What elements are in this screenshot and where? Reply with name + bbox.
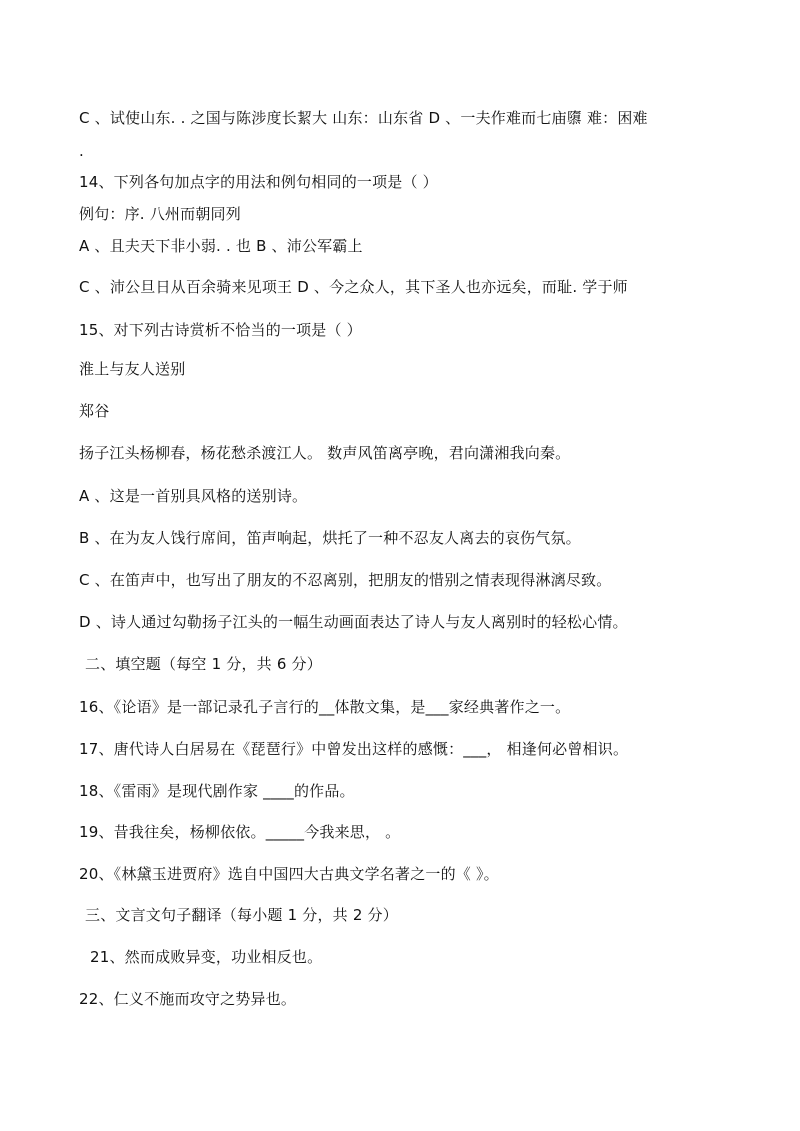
question-14: 14、下列各句加点字的用法和例句相同的一项是（ ） — [79, 173, 438, 191]
option-b-q15: B 、在为友人饯行席间，笛声响起，烘托了一种不忍友人离去的哀伤气氛。 — [79, 529, 581, 547]
question-18: 18、《雷雨》是现代剧作家 ____的作品。 — [79, 782, 355, 800]
question-15: 15、对下列古诗赏析不恰当的一项是（ ） — [79, 321, 362, 339]
question-20: 20、《林黛玉进贾府》选自中国四大古典文学名著之一的《 》。 — [79, 865, 499, 883]
section-heading-fill-blank: 二、填空题（每空 1 分，共 6 分） — [85, 655, 322, 673]
poem-author: 郑谷 — [79, 402, 110, 420]
option-c-d-line-q14: C 、沛公旦日从百余骑来见项王 D 、今之众人，其下圣人也亦远矣，而耻. 学于师 — [79, 278, 628, 296]
option-c-d-line-q13: C 、试使山东. . 之国与陈涉度长絜大 山东：山东省 D 、一夫作难而七庙隳 难：困难 — [79, 109, 648, 127]
option-c-q15: C 、在笛声中，也写出了朋友的不忍离别，把朋友的惜别之情表现得淋漓尽致。 — [79, 571, 612, 589]
option-a-b-line-q14: A 、且夫天下非小弱. . 也 B 、沛公军霸上 — [79, 237, 363, 255]
question-17: 17、唐代诗人白居易在《琵琶行》中曾发出这样的感慨：___， 相逢何必曾相识。 — [79, 740, 629, 758]
poem-title: 淮上与友人送别 — [79, 360, 186, 378]
question-21: 21、然而成败异变，功业相反也。 — [90, 948, 323, 966]
question-22: 22、仁义不施而攻守之势异也。 — [79, 990, 297, 1008]
section-heading-translation: 三、文言文句子翻译（每小题 1 分，共 2 分） — [85, 906, 398, 924]
question-19: 19、昔我往矣，杨柳依依。_____今我来思， 。 — [79, 823, 401, 841]
option-d-q15: D 、诗人通过勾勒扬子江头的一幅生动画面表达了诗人与友人离别时的轻松心情。 — [79, 613, 628, 631]
poem-text: 扬子江头杨柳春，杨花愁杀渡江人。 数声风笛离亭晚，君向潇湘我向秦。 — [79, 444, 571, 462]
option-a-q15: A 、这是一首别具风格的送别诗。 — [79, 487, 308, 505]
continuation-dot: . — [79, 142, 84, 160]
example-sentence: 例句：序. 八州而朝同列 — [79, 205, 241, 223]
question-16: 16、《论语》是一部记录孔子言行的__体散文集，是___家经典著作之一。 — [79, 698, 571, 716]
